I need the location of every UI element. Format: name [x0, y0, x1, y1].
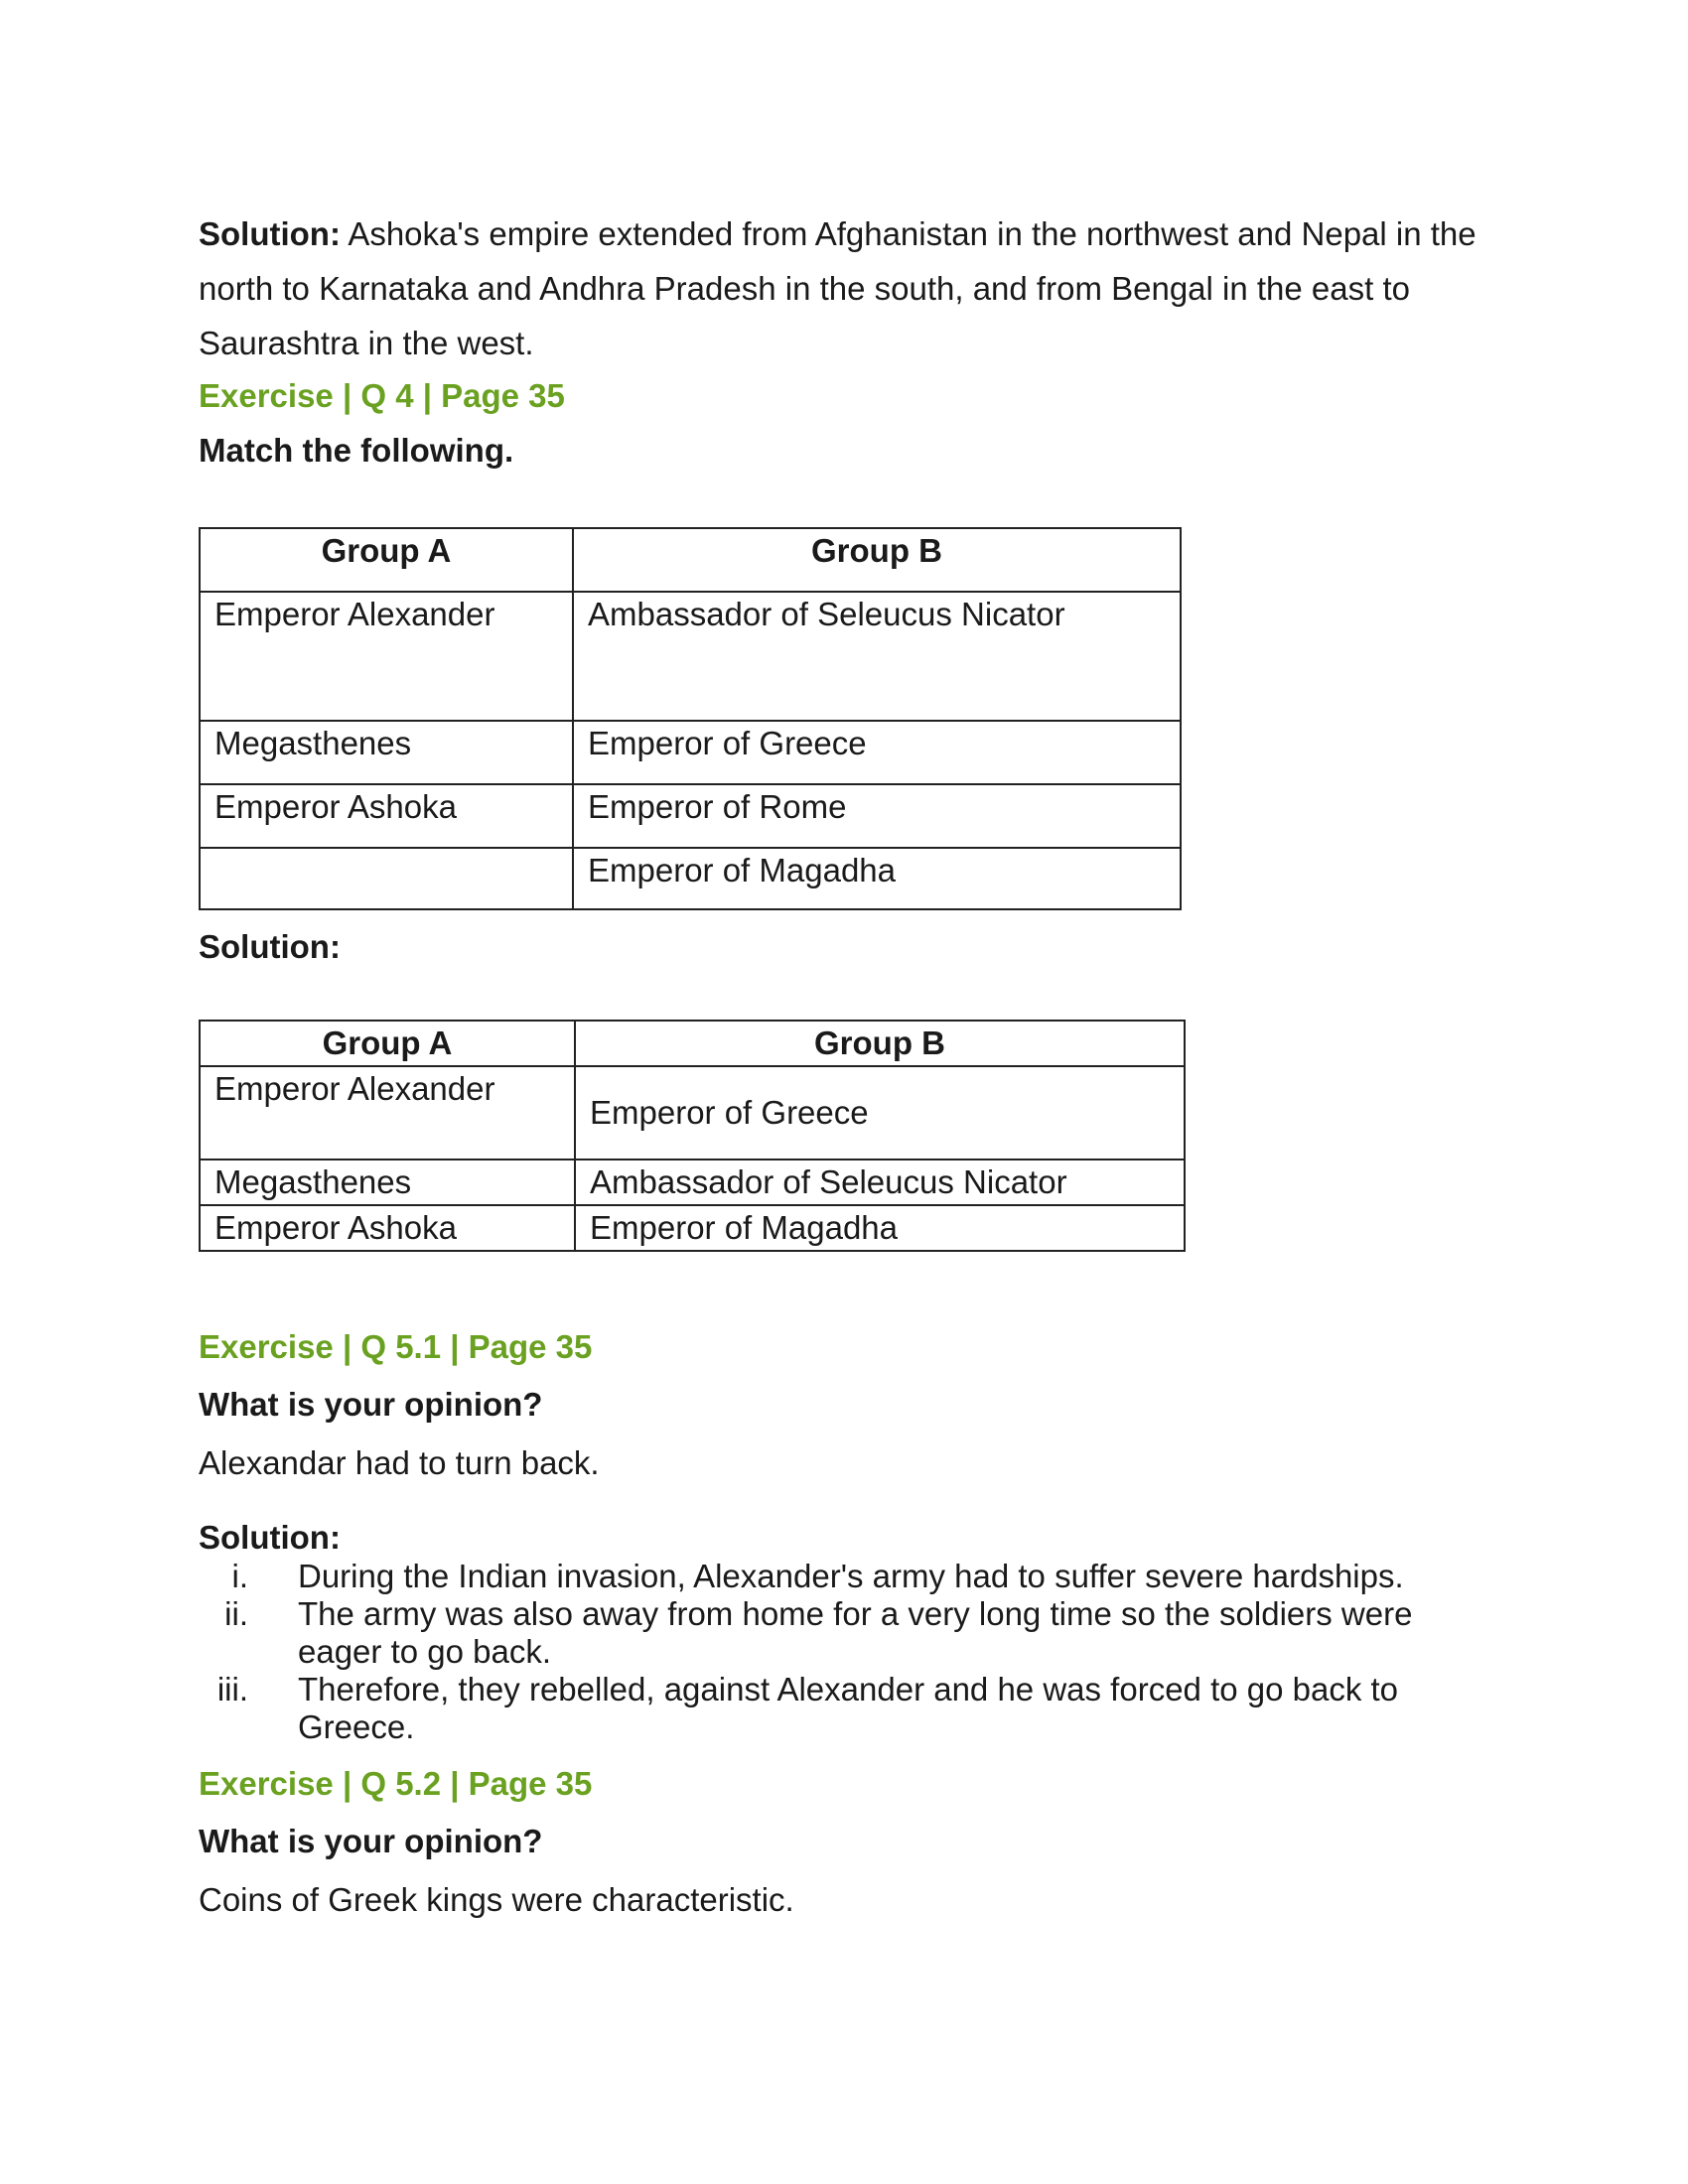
- list-text: The army was also away from home for a very long time so the soldiers were eager to go back.: [298, 1595, 1413, 1670]
- cell-a: Megasthenes: [200, 1160, 575, 1205]
- cell-b: Emperor of Rome: [573, 784, 1181, 848]
- cell-b: Ambassador of Seleucus Nicator: [575, 1160, 1185, 1205]
- q4-heading: Exercise | Q 4 | Page 35: [199, 377, 565, 414]
- table-row: [200, 848, 1181, 909]
- list-text: Therefore, they rebelled, against Alexander and he was forced to go back to Greece.: [298, 1671, 1399, 1745]
- list-number: ii.: [224, 1595, 248, 1632]
- q51-solution-label: Solution:: [199, 1519, 341, 1556]
- cell-a: Emperor Ashoka: [200, 784, 573, 848]
- q4-solution-label: Solution:: [199, 928, 341, 965]
- q51-statement: Alexandar had to turn back.: [199, 1444, 600, 1481]
- intro-solution: [199, 206, 1489, 370]
- q51-question: What is your opinion?: [199, 1386, 543, 1423]
- table-row: [200, 1066, 1185, 1160]
- cell-a: Emperor Ashoka: [200, 1205, 575, 1251]
- cell-b: Emperor of Greece: [573, 721, 1181, 784]
- solution-text: Ashoka's empire extended from Afghanistan in the northwest and Nepal in the north to Karnataka and Andhra Pradesh in the south, and from Bengal in the east to Saurashtra in the west.: [199, 215, 1477, 361]
- solution-label: Solution:: [199, 215, 341, 252]
- cell-b: Emperor of Greece: [575, 1066, 1185, 1160]
- match-table: [199, 527, 1182, 910]
- cell-a: Emperor Alexander: [200, 1066, 575, 1160]
- header-group-a: Group A: [200, 1021, 575, 1066]
- cell-b: Ambassador of Seleucus Nicator: [573, 592, 1181, 721]
- q51-heading: Exercise | Q 5.1 | Page 35: [199, 1328, 593, 1365]
- cell-a: Megasthenes: [200, 721, 573, 784]
- q52-question: What is your opinion?: [199, 1823, 543, 1859]
- table-row: [200, 592, 1181, 721]
- list-item: [199, 1558, 1489, 1595]
- cell-a: [200, 848, 573, 909]
- table-row: [200, 1160, 1185, 1205]
- q52-heading: Exercise | Q 5.2 | Page 35: [199, 1765, 593, 1802]
- table-header-row: [200, 528, 1181, 592]
- header-group-b: Group B: [575, 1021, 1185, 1066]
- list-number: i.: [231, 1558, 248, 1594]
- solution-table: [199, 1020, 1186, 1252]
- list-item: [199, 1671, 1489, 1746]
- table-row: [200, 721, 1181, 784]
- header-group-a: Group A: [200, 528, 573, 592]
- table-header-row: [200, 1021, 1185, 1066]
- cell-b: Emperor of Magadha: [573, 848, 1181, 909]
- q52-statement: Coins of Greek kings were characteristic.: [199, 1881, 794, 1918]
- table-row: [200, 1205, 1185, 1251]
- q4-question: Match the following.: [199, 432, 514, 469]
- list-text: During the Indian invasion, Alexander's army had to suffer severe hardships.: [298, 1558, 1404, 1594]
- table-row: [200, 784, 1181, 848]
- cell-a: Emperor Alexander: [200, 592, 573, 721]
- cell-b: Emperor of Magadha: [575, 1205, 1185, 1251]
- solution-list: [199, 1558, 1489, 1746]
- list-item: [199, 1595, 1489, 1671]
- list-number: iii.: [216, 1671, 248, 1707]
- header-group-b: Group B: [573, 528, 1181, 592]
